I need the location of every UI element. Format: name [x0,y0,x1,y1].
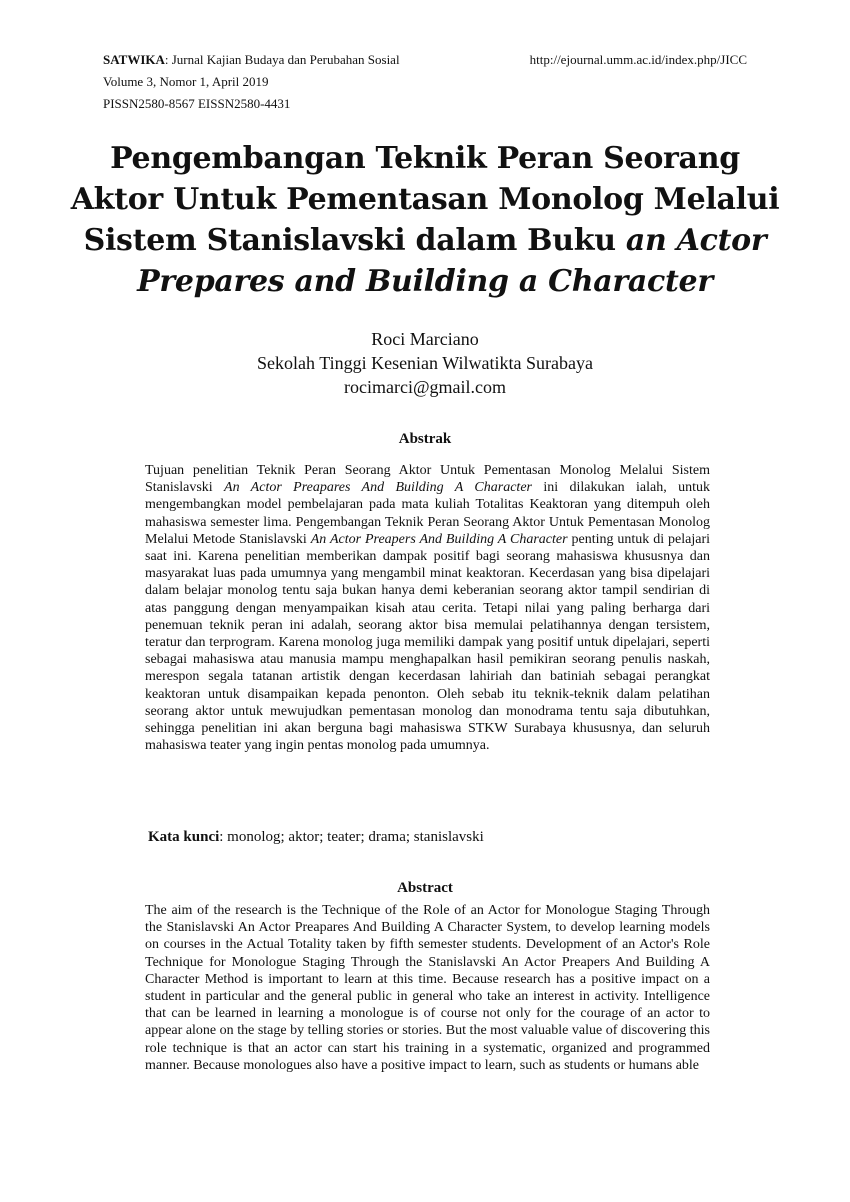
author-institution: Sekolah Tinggi Kesenian Wilwatikta Surabaya [257,353,593,373]
abstrak-italic-1: An Actor Preapares And Building A Character [224,480,532,496]
journal-subtitle: : Jurnal Kajian Budaya dan Perubahan Sosial [164,52,400,67]
abstrak-text-1: Tujuan penelitian Teknik Peran Seorang Aktor Untuk Pementasan Monolog Melalui Sistem Stanislavski [145,463,710,496]
issn-info: PISSN2580-8567 EISSN2580-4431 [103,96,291,111]
journal-name: SATWIKA [103,52,165,67]
abstrak-text-3: penting untuk di pelajari saat ini. Karena penelitian memberikan dampak positif bagi seorang mahasiswa khususnya dan masyarakat luas pada umumnya yang mengambil minat keaktoran. Kecerdasan yang bisa dipelajari dalam belajar monolog tentu saja bukan hanya demi keberanian seorang aktor tampil sendirian di atas panggung dengan menyampaikan kisah atau cerita. Tetapi nilai yang paling berharga dari penemuan teknik peran ini adalah, seorang aktor bisa memulai pelatihannya dengan tersistem, teratur dan terprogram. Karena monolog juga memiliki dampak yang positif untuk dipelajari, seperti sebagai mahasiswa atau manusia mampu menghapalkan hasil pemikiran seorang penulis naskah, merespon segala tatanan artistik dengan kecerdasan lahiriah dan batiniah sebagai perangkat keaktoran untuk disampaikan kepada penonton. Oleh sebab itu teknik-teknik dalam pelatihan seorang aktor untuk mewujudkan pementasan monolog dan monodrama tentu saja dibutuhkan, sehingga penelitian ini akan berguna bagi mahasiswa STKW Surabaya khususnya, dan seluruh mahasiswa teater yang ingin pentas monolog pada umumnya. [145,531,710,754]
abstract-body: The aim of the research is the Technique of the Role of an Actor for Monologue Staging Through the Stanislavski An Actor Preapares And Building A Character System, to develop learning models on courses in the Actual Totality taken by fifth semester students. Development of an Actor's Role Technique for Monologue Staging Through the Stanislavski An Actor Preapers And Building A Character Method is important to learn at this time. Because research has a positive impact on a student in particular and the general public in general who take an interest in activity. Intelligence that can be learned in learning a monologue is of course not only for the courage of an actor to appear alone on the stage by telling stories or stories. But the most valuable value of discovering this role technique is that an actor can start his training in a systematic, organized and programmed manner. Because monologues also have a positive impact to learn, such as students or humans able [145,903,710,1073]
author-name: Roci Marciano [371,329,479,349]
abstrak-heading: Abstrak [398,431,452,447]
journal-url-link[interactable]: http://ejournal.umm.ac.id/index.php/JICC [529,52,747,67]
abstrak-text-2: ini dilakukan ialah, untuk mengembangkan model pembelajaran pada mata kuliah Totalitas Keaktoran yang ditempuh oleh mahasiswa semester lima. Pengembangan Teknik Peran Seorang Aktor Untuk Pementasan Monolog Melalui Metode Stanislavski [145,480,710,547]
volume-info: Volume 3, Nomor 1, April 2019 [103,74,269,89]
abstract-heading: Abstract [397,880,453,896]
abstrak-italic-2: An Actor Preapers And Building A Character [310,531,568,547]
keywords-line [148,829,484,846]
author-email[interactable]: rocimarci@gmail.com [343,377,507,397]
journal-header [103,52,400,68]
abstrak-body [145,462,710,754]
paper-title [60,138,790,302]
title-main: Pengembangan Teknik Peran Seorang Aktor Untuk Pementasan Monolog Melalui Sistem Stanislavski dalam Buku [70,141,780,258]
keywords-label: Kata kunci [148,829,220,845]
keywords-values: : monolog; aktor; teater; drama; stanislavski [219,829,484,845]
title-italic: an Actor Prepares and Building a Character [137,223,767,299]
